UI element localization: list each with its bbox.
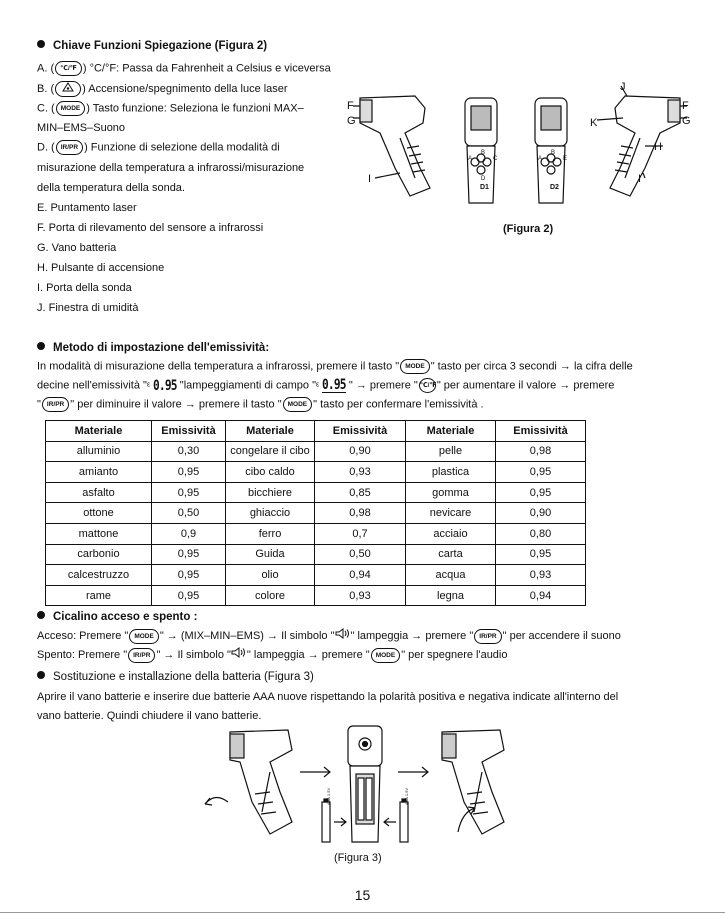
table-header: Emissività	[496, 421, 586, 442]
fig2-label-g-left: G	[347, 115, 356, 127]
fig2-label-g-right: G	[682, 115, 691, 127]
table-row	[46, 482, 586, 503]
lcd-display-value: 0.95	[322, 377, 346, 393]
item-c: C. ( MODE ) Tasto funzione: Seleziona le funzioni MAX–	[37, 102, 304, 115]
material-cell: ottone	[46, 503, 152, 524]
material-cell: acciaio	[406, 523, 496, 544]
battery-line-2: vano batterie. Quindi chiudere il vano batterie.	[37, 710, 262, 722]
emissivity-cell: 0,95	[496, 462, 586, 483]
fig2-label-i-right: I	[638, 173, 642, 185]
item-c-cont: MIN–EMS–Suono	[37, 122, 126, 134]
bullet-icon	[37, 342, 45, 350]
table-header: Emissività	[315, 421, 406, 442]
fig2-label-j: J	[620, 81, 626, 93]
material-cell: mattone	[46, 523, 152, 544]
bullet-icon	[37, 671, 45, 679]
emissivity-cell: 0,90	[315, 441, 406, 462]
material-cell: Guida	[226, 544, 315, 565]
table-header: Materiale	[226, 421, 315, 442]
emissivity-cell: 0,50	[152, 503, 226, 524]
fig2-label-i-left: I	[368, 173, 372, 185]
table-header: Emissività	[152, 421, 226, 442]
table-row	[46, 503, 586, 524]
emissivity-cell: 0,85	[315, 482, 406, 503]
emissivity-cell: 0,93	[315, 585, 406, 606]
material-cell: acqua	[406, 565, 496, 586]
emissivity-cell: 0,9	[152, 523, 226, 544]
celsius-fahrenheit-button-icon: ℃/℉	[419, 378, 436, 393]
material-cell: rame	[46, 585, 152, 606]
fig2-label-b1: B	[481, 150, 486, 156]
emissivity-line-1: In modalità di misurazione della temperatura a infrarossi, premere il tasto " MODE " tasto per circa 3 secondi → la cifra delle	[37, 360, 633, 373]
figure-2-caption: (Figura 2)	[503, 223, 554, 235]
fig2-label-d1: D	[481, 176, 486, 182]
battery-line-1: Aprire il vano batterie e inserire due batterie AAA nuove rispettando la polarità positiva e negativa indicate all'interno del	[37, 691, 619, 703]
mode-button-icon: MODE	[56, 101, 86, 116]
material-cell: ferro	[226, 523, 315, 544]
material-cell: carbonio	[46, 544, 152, 565]
emissivity-cell: 0,98	[496, 441, 586, 462]
item-g: G. Vano batteria	[37, 242, 117, 254]
material-cell: colore	[226, 585, 315, 606]
table-row	[46, 544, 586, 565]
item-h: H. Pulsante di accensione	[37, 262, 165, 274]
bullet-icon	[37, 40, 45, 48]
item-j: J. Finestra di umidità	[37, 302, 139, 314]
item-a: A. ( ℃/℉ ) °C/°F: Passa da Fahrenheit a Celsius e viceversa	[37, 62, 331, 75]
mode-button-icon: MODE	[371, 648, 401, 663]
ir-pr-button-icon: IR/PR	[128, 648, 155, 663]
material-cell: pelle	[406, 441, 496, 462]
emissivity-line-2: decine nell'emissività "ε 0.95 "lampeggiamenti di campo "ε 0.95 " → premere " ℃/℉" per aumentare il valore → premere	[37, 377, 615, 394]
fig2-label-b2: B	[551, 150, 556, 156]
material-cell: asfalto	[46, 482, 152, 503]
material-cell: carta	[406, 544, 496, 565]
material-cell: bicchiere	[226, 482, 315, 503]
fig2-label-d1-text: D1	[480, 184, 489, 191]
table-row	[46, 565, 586, 586]
section-title-buzzer: Cicalino acceso e spento :	[37, 611, 197, 623]
material-cell: amianto	[46, 462, 152, 483]
fig2-label-e2: E	[563, 156, 568, 162]
table-header: Materiale	[46, 421, 152, 442]
table-row	[46, 585, 586, 606]
fig2-label-f-left: F	[347, 100, 354, 112]
emissivity-cell: 0,93	[496, 565, 586, 586]
speaker-icon	[231, 649, 247, 661]
buzzer-off-line: Spento: Premere " IR/PR " → Il simbolo " " lampeggia → premere " MODE " per spegnere l'audio	[37, 649, 508, 661]
material-cell: cibo caldo	[226, 462, 315, 483]
page-number: 15	[354, 887, 371, 903]
emissivity-cell: 0,93	[315, 462, 406, 483]
table-header-row	[46, 421, 586, 442]
celsius-fahrenheit-button-icon: ℃/℉	[55, 61, 82, 76]
figure-3-caption: (Figura 3)	[334, 852, 382, 864]
lcd-display-value: 0.95	[153, 377, 177, 394]
table-header: Materiale	[406, 421, 496, 442]
item-d-cont2: della temperatura della sonda.	[37, 182, 185, 194]
item-d-cont1: misurazione della temperatura a infrarossi/misurazione	[37, 162, 305, 174]
material-cell: gomma	[406, 482, 496, 503]
laser-icon	[55, 81, 81, 97]
emissivity-cell: 0,95	[152, 462, 226, 483]
emissivity-cell: 0,50	[315, 544, 406, 565]
fig2-label-d2-text: D2	[550, 184, 559, 191]
emissivity-cell: 0,95	[152, 585, 226, 606]
emissivity-cell: 0,90	[496, 503, 586, 524]
emissivity-line-3: " IR/PR " per diminuire il valore → premere il tasto " MODE " tasto per confermare l'emissività .	[37, 398, 484, 411]
bullet-icon	[37, 611, 45, 619]
fig2-label-a2: A	[538, 156, 543, 162]
section-title-battery: Sostituzione e installazione della batteria (Figura 3)	[37, 671, 314, 683]
material-cell: calcestruzzo	[46, 565, 152, 586]
mode-button-icon: MODE	[400, 359, 430, 374]
buzzer-on-line: Acceso: Premere " MODE " → (MIX–MIN–EMS) → Il simbolo " " lampeggia → premere " IR/PR " per accendere il suono	[37, 630, 621, 642]
section-title-emissivity: Metodo di impostazione dell'emissività:	[37, 342, 269, 354]
emissivity-cell: 0,94	[315, 565, 406, 586]
fig2-label-f-right: F	[682, 100, 689, 112]
emissivity-cell: 0,95	[496, 482, 586, 503]
section-title-functions: Chiave Funzioni Spiegazione (Figura 2)	[37, 40, 267, 52]
mode-button-icon: MODE	[283, 397, 313, 412]
table-row	[46, 441, 586, 462]
speaker-icon	[335, 630, 351, 642]
emissivity-cell: 0,80	[496, 523, 586, 544]
table-row	[46, 523, 586, 544]
figure-3-battery-diagram	[200, 722, 520, 852]
item-e: E. Puntamento laser	[37, 202, 137, 214]
material-cell: congelare il cibo	[226, 441, 315, 462]
battery-label: AAA 1.5V	[326, 787, 331, 805]
material-cell: plastica	[406, 462, 496, 483]
emissivity-cell: 0,95	[152, 482, 226, 503]
ir-pr-button-icon: IR/PR	[42, 397, 69, 412]
ir-pr-button-icon: IR/PR	[474, 629, 501, 644]
material-cell: ghiaccio	[226, 503, 315, 524]
fig2-label-h: H	[654, 141, 662, 153]
ir-pr-button-icon: IR/PR	[56, 140, 83, 155]
material-cell: alluminio	[46, 441, 152, 462]
footer-divider	[0, 912, 725, 913]
figure-2-thermometer-diagram	[345, 78, 695, 218]
fig2-label-k: K	[590, 117, 598, 129]
emissivity-cell: 0,94	[496, 585, 586, 606]
fig2-label-c1: C	[493, 156, 498, 162]
table-row	[46, 462, 586, 483]
emissivity-table	[45, 420, 586, 606]
material-cell: legna	[406, 585, 496, 606]
emissivity-cell: 0,30	[152, 441, 226, 462]
mode-button-icon: MODE	[129, 629, 159, 644]
item-i: I. Porta della sonda	[37, 282, 132, 294]
material-cell: olio	[226, 565, 315, 586]
emissivity-cell: 0,7	[315, 523, 406, 544]
emissivity-cell: 0,95	[496, 544, 586, 565]
fig2-label-a1: A	[468, 156, 473, 162]
item-b: B. ( ) Accensione/spegnimento della luce laser	[37, 81, 288, 97]
material-cell: nevicare	[406, 503, 496, 524]
item-d: D. ( IR/PR ) Funzione di selezione della modalità di	[37, 141, 280, 154]
emissivity-cell: 0,95	[152, 565, 226, 586]
emissivity-cell: 0,98	[315, 503, 406, 524]
item-f: F. Porta di rilevamento del sensore a infrarossi	[37, 222, 264, 234]
battery-label: AAA 1.5V	[404, 787, 409, 805]
emissivity-cell: 0,95	[152, 544, 226, 565]
